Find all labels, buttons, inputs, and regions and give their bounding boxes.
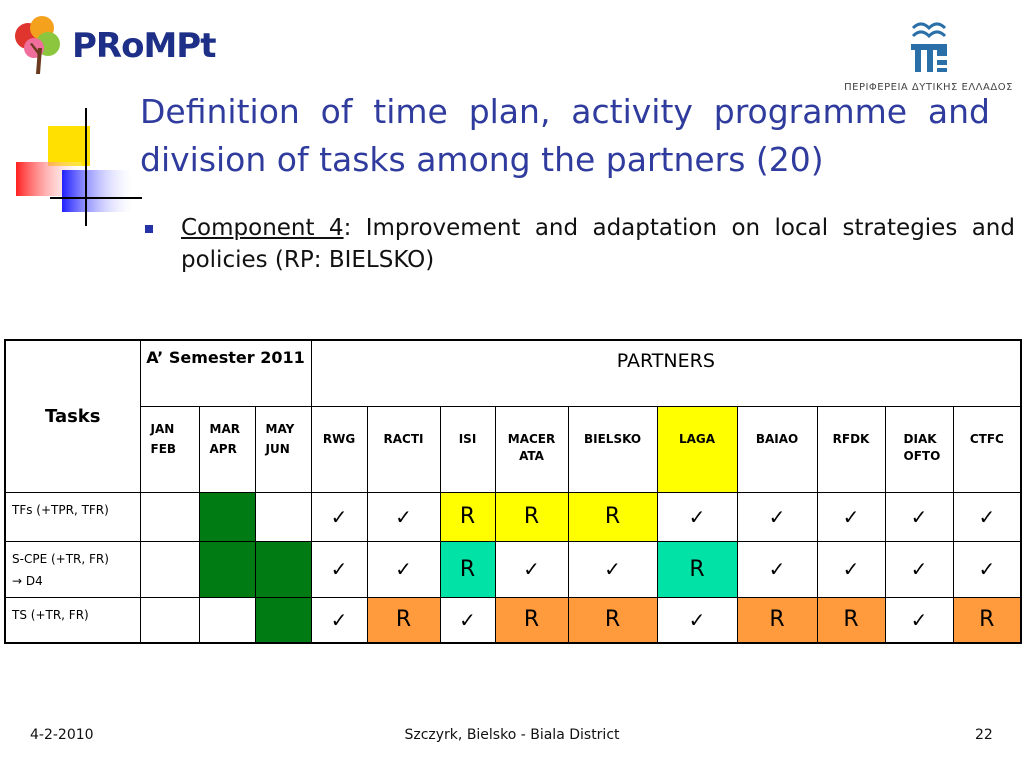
- partner-cell: R: [737, 597, 817, 643]
- partner-cell: ✓: [311, 541, 367, 597]
- prompt-logo: [10, 14, 216, 74]
- partner-cell: ✓: [440, 597, 495, 643]
- partner-header: DIAK OFTO: [885, 406, 953, 492]
- task-label: S-CPE (+TR, FR): [12, 551, 109, 566]
- footer-date: 4-2-2010: [30, 727, 94, 743]
- month-cell: [199, 597, 255, 643]
- time-plan-table: [4, 339, 1022, 644]
- table-row: [5, 597, 1021, 643]
- partner-cell: R: [568, 597, 657, 643]
- partner-header: BIELSKO: [568, 406, 657, 492]
- month-cell-active: [255, 597, 311, 643]
- partner-cell: ✓: [311, 492, 367, 541]
- region-caption: ΠΕΡΙΦΕΡΕΙΑ ΔΥΤΙΚΗΣ ΕΛΛΑΔΟΣ: [844, 82, 1013, 93]
- component-bullet: [145, 212, 1015, 276]
- partner-cell: ✓: [367, 541, 440, 597]
- month-label: APR: [209, 441, 237, 456]
- month-header: [140, 406, 199, 492]
- partner-cell: ✓: [737, 541, 817, 597]
- month-label: MAY: [265, 421, 295, 436]
- month-label: JAN: [150, 421, 175, 436]
- bullet-square-icon: [145, 225, 153, 233]
- footer-location: Szczyrk, Bielsko - Biala District: [404, 727, 620, 743]
- partners-header: PARTNERS: [311, 340, 1021, 406]
- partner-cell: ✓: [657, 492, 737, 541]
- partner-cell: ✓: [817, 541, 885, 597]
- partner-header: CTFC: [953, 406, 1021, 492]
- partner-cell: ✓: [495, 541, 568, 597]
- partner-header: ISI: [440, 406, 495, 492]
- tree-icon: [10, 14, 70, 74]
- partner-cell: R: [817, 597, 885, 643]
- partner-header: MACER ATA: [495, 406, 568, 492]
- tasks-header: Tasks: [5, 340, 140, 492]
- month-label: FEB: [150, 441, 177, 456]
- task-name: TFs (+TPR, TFR): [5, 492, 140, 541]
- partner-cell: ✓: [568, 541, 657, 597]
- partner-cell: ✓: [885, 541, 953, 597]
- month-cell-active: [255, 541, 311, 597]
- partner-header: LAGA: [657, 406, 737, 492]
- partner-cell: ✓: [953, 492, 1021, 541]
- region-emblem-icon: [907, 20, 951, 76]
- bullet-text: [181, 212, 1015, 276]
- month-cell: [140, 492, 199, 541]
- partner-cell: ✓: [885, 597, 953, 643]
- table-row: [5, 492, 1021, 541]
- semester-header: A’ Semester 2011: [140, 340, 311, 406]
- month-cell: [255, 492, 311, 541]
- task-deliverable: → D4: [12, 573, 43, 588]
- partner-cell: R: [495, 597, 568, 643]
- decorative-squares: [12, 108, 142, 228]
- partner-cell: ✓: [885, 492, 953, 541]
- logo-text: PRoMPt: [72, 26, 216, 66]
- partner-cell: R: [657, 541, 737, 597]
- partner-cell: ✓: [311, 597, 367, 643]
- partner-cell: ✓: [817, 492, 885, 541]
- month-cell-active: [199, 541, 255, 597]
- page-number: 22: [975, 727, 993, 743]
- month-label: MAR: [209, 421, 240, 436]
- partner-cell: R: [568, 492, 657, 541]
- partner-cell: R: [440, 541, 495, 597]
- partner-header: RWG: [311, 406, 367, 492]
- partner-header: BAIAO: [737, 406, 817, 492]
- month-cell: [140, 597, 199, 643]
- month-header: [199, 406, 255, 492]
- slide-title: Definition of time plan, activity programme and division of tasks among the partners (20): [140, 92, 990, 179]
- partner-cell: ✓: [657, 597, 737, 643]
- task-name: TS (+TR, FR): [5, 597, 140, 643]
- month-label: JUN: [265, 441, 290, 456]
- table-row: [5, 541, 1021, 597]
- month-cell: [140, 541, 199, 597]
- partner-cell: R: [367, 597, 440, 643]
- month-header: [255, 406, 311, 492]
- partner-cell: ✓: [953, 541, 1021, 597]
- partner-cell: R: [953, 597, 1021, 643]
- bullet-label: Component 4: [181, 215, 344, 241]
- partner-header: RFDK: [817, 406, 885, 492]
- partner-cell: R: [440, 492, 495, 541]
- partner-cell: ✓: [367, 492, 440, 541]
- task-name: [5, 541, 140, 597]
- partner-cell: R: [495, 492, 568, 541]
- partner-cell: ✓: [737, 492, 817, 541]
- month-cell-active: [199, 492, 255, 541]
- bullet-description: : Improvement and adaptation on local strategies and policies (RP: BIELSKO): [181, 215, 1015, 273]
- partner-header: RACTI: [367, 406, 440, 492]
